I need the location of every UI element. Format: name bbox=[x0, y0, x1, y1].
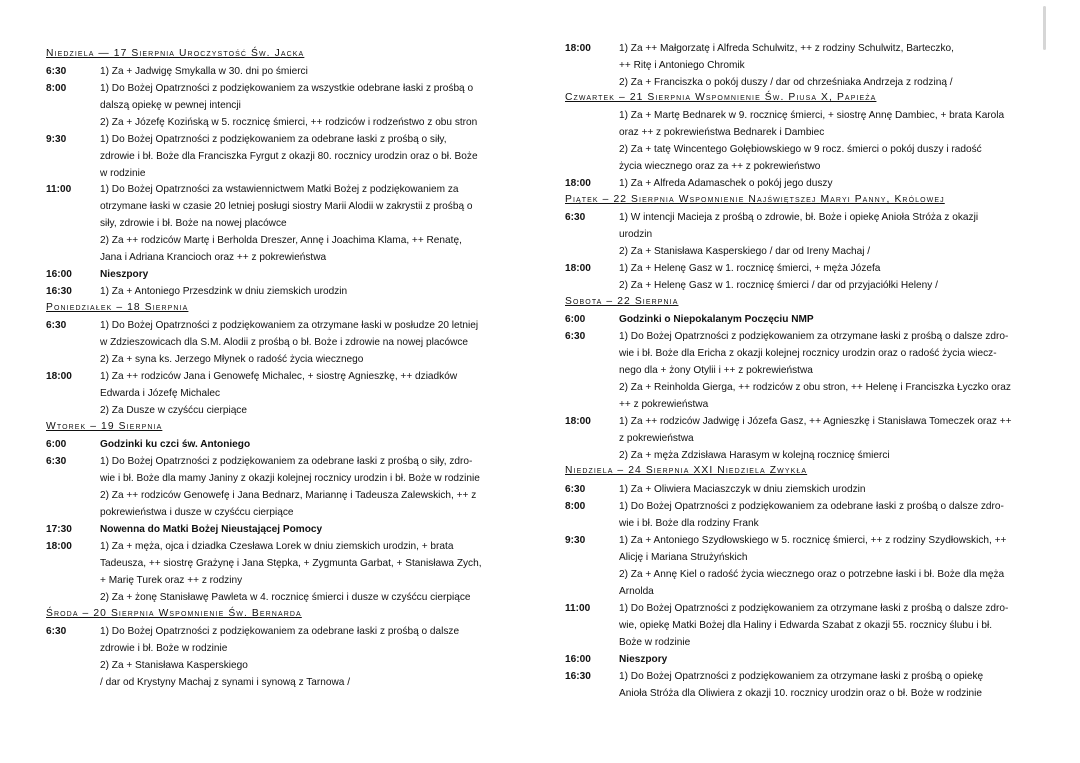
mass-time: 6:30 bbox=[46, 320, 67, 331]
intention-line: wie, opiekę Matki Bożej dla Haliny i Edwarda Szabat z okazji 55. rocznicy ślubu i bł. bbox=[619, 620, 993, 631]
day-heading: Sobota – 22 Sierpnia bbox=[565, 296, 679, 307]
mass-time: 9:30 bbox=[565, 535, 586, 546]
mass-time: 18:00 bbox=[565, 263, 591, 274]
intention-line: 1) Za + Helenę Gasz w 1. rocznicę śmierci, + męża Józefa bbox=[619, 263, 881, 274]
intention-line: dalszą opiekę w pewnej intencji bbox=[100, 100, 241, 111]
mass-time: 18:00 bbox=[46, 371, 72, 382]
intention-line: Nieszpory bbox=[100, 269, 149, 280]
intention-line: Tadeusza, ++ siostrę Grażynę i Jana Stępka, + Zygmunta Garbat, + Stanisława Zych, bbox=[100, 558, 482, 569]
intention-line: urodzin bbox=[619, 229, 653, 240]
intention-line: / dar od Krystyny Machaj z synami i synową z Tarnowa / bbox=[100, 677, 351, 688]
mass-time: 6:30 bbox=[46, 456, 67, 467]
intention-line: 1) Do Bożej Opatrzności z podziękowaniem za otrzymane łaski z prośbą o dalsze zdro- bbox=[619, 603, 1009, 614]
intention-line: Jana i Adriana Krancioch oraz ++ z pokrewieństwa bbox=[100, 252, 327, 263]
intention-line: otrzymane łaski w czasie 20 letniej posługi siostry Marii Alodii w zakrystii z prośbą o bbox=[100, 201, 473, 212]
day-heading: Czwartek – 21 Sierpnia Wspomnienie Św. Piusa X, Papieża bbox=[565, 92, 877, 103]
intention-line: 2) Za + męża Zdzisława Harasym w kolejną rocznicę śmierci bbox=[619, 450, 890, 461]
intention-line: 1) Za ++ rodziców Jadwigę i Józefa Gasz, ++ Agnieszkę i Stanisława Tomeczek oraz ++ bbox=[619, 416, 1012, 427]
day-heading: Niedziela — 17 Sierpnia Uroczystość Św. Jacka bbox=[46, 48, 305, 59]
intention-line: 1) Za + Martę Bednarek w 9. rocznicę śmierci, + siostrę Annę Dambiec, + brata Karola bbox=[619, 110, 1005, 121]
intention-line: 1) Za ++ rodziców Jana i Genowefę Michalec, + siostrę Agnieszkę, ++ dziadków bbox=[100, 371, 458, 382]
intention-line: 2) Za + Reinholda Gierga, ++ rodziców z obu stron, ++ Helenę i Franciszka Łyczko oraz bbox=[619, 382, 1011, 393]
intention-line: 2) Za + Franciszka o pokój duszy / dar od chrześniaka Andrzeja z rodziną / bbox=[619, 77, 953, 88]
intention-line: 1) Do Bożej Opatrzności z podziękowaniem za odebrane łaski z prośbą o dalsze zdro- bbox=[619, 501, 1004, 512]
intention-line: 2) Za + Stanisława Kasperskiego / dar od Ireny Machaj / bbox=[619, 246, 871, 257]
intention-line: życia wiecznego oraz za ++ z pokrewieństwo bbox=[619, 161, 821, 172]
intention-line: wie i bł. Boże dla Ericha z okazji kolejnej rocznicy urodzin oraz o radość życia wiecz- bbox=[619, 348, 997, 359]
mass-time: 6:00 bbox=[565, 314, 586, 325]
intention-line: 2) Za + Annę Kiel o radość życia wiecznego oraz o potrzebne łaski i bł. Boże dla męża bbox=[619, 569, 1005, 580]
intention-line: Godzinki ku czci św. Antoniego bbox=[100, 439, 251, 450]
intention-line: ++ z pokrewieństwa bbox=[619, 399, 709, 410]
intention-line: 1) Za + Alfreda Adamaschek o pokój jego duszy bbox=[619, 178, 833, 189]
mass-time: 9:30 bbox=[46, 134, 67, 145]
intention-line: 2) Za + Stanisława Kasperskiego bbox=[100, 660, 248, 671]
intention-line: zdrowie i bł. Boże w rodzinie bbox=[100, 643, 228, 654]
intention-line: 1) Za + Jadwigę Smykalla w 30. dni po śmierci bbox=[100, 66, 308, 77]
mass-time: 11:00 bbox=[46, 184, 72, 195]
intention-line: 1) Do Bożej Opatrzności za wstawiennictwem Matki Bożej z podziękowaniem za bbox=[100, 184, 459, 195]
intention-line: z pokrewieństwa bbox=[619, 433, 694, 444]
mass-time: 18:00 bbox=[565, 178, 591, 189]
mass-time: 16:00 bbox=[46, 269, 72, 280]
intention-line: 1) Za + Antoniego Szydłowskiego w 5. rocznicę śmierci, ++ z rodziny Szydłowskich, ++ bbox=[619, 535, 1007, 546]
intention-line: 2) Za + Józefę Kozińską w 5. rocznicę śmierci, ++ rodziców i rodzeństwo z obu stron bbox=[100, 117, 478, 128]
intention-line: nego dla + żony Otylii i ++ z pokrewieństwa bbox=[619, 365, 813, 376]
intention-line: 1) W intencji Macieja z prośbą o zdrowie, bł. Boże i opiekę Anioła Stróża z okazji bbox=[619, 212, 979, 223]
mass-time: 8:00 bbox=[46, 83, 67, 94]
intention-line: Anioła Stróża dla Oliwiera z okazji 10. rocznicy urodzin oraz o bł. Boże w rodzinie bbox=[619, 688, 982, 699]
mass-time: 6:30 bbox=[565, 484, 586, 495]
mass-time: 6:30 bbox=[565, 212, 586, 223]
intention-line: 1) Za ++ Małgorzatę i Alfreda Schulwitz, ++ z rodziny Schulwitz, Barteczko, bbox=[619, 43, 954, 54]
intention-line: wie i bł. Boże dla mamy Janiny z okazji kolejnej rocznicy urodzin i bł. Boże w rodzinie bbox=[100, 473, 480, 484]
intention-line: ++ Ritę i Antoniego Chromik bbox=[619, 60, 745, 71]
intention-line: 2) Za ++ rodziców Genowefę i Jana Bednarz, Mariannę i Tadeusza Zalewskich, ++ z bbox=[100, 490, 477, 501]
mass-time: 6:30 bbox=[46, 626, 67, 637]
intention-line: 2) Za + tatę Wincentego Gołębiowskiego w 9 rocz. śmierci o pokój duszy i radość bbox=[619, 144, 982, 155]
intention-line: 1) Do Bożej Opatrzności z podziękowaniem za odebrane łaski z prośbą o siły, zdro- bbox=[100, 456, 473, 467]
intention-line: pokrewieństwa i dusze w czyśćcu cierpiące bbox=[100, 507, 294, 518]
mass-time: 18:00 bbox=[46, 541, 72, 552]
day-heading: Piątek – 22 Sierpnia Wspomnienie Najświętszej Maryi Panny, Królowej bbox=[565, 194, 945, 205]
intention-line: 1) Do Bożej Opatrzności z podziękowaniem za odebrane łaski z prośbą o siły, bbox=[100, 134, 447, 145]
mass-time: 17:30 bbox=[46, 524, 72, 535]
mass-time: 11:00 bbox=[565, 603, 591, 614]
intention-line: 1) Za + Oliwiera Maciaszczyk w dniu ziemskich urodzin bbox=[619, 484, 866, 495]
mass-time: 6:30 bbox=[46, 66, 67, 77]
intention-line: Nowenna do Matki Bożej Nieustającej Pomocy bbox=[100, 524, 323, 535]
intention-line: 1) Do Bożej Opatrzności z podziękowaniem za odebrane łaski z prośbą o dalsze bbox=[100, 626, 460, 637]
day-heading: Wtorek – 19 Sierpnia bbox=[46, 421, 163, 432]
mass-time: 16:30 bbox=[565, 671, 591, 682]
intention-line: 1) Do Bożej Opatrzności z podziękowaniem za otrzymane łaski z prośbą o dalsze zdro- bbox=[619, 331, 1009, 342]
mass-time: 18:00 bbox=[565, 416, 591, 427]
mass-time: 16:30 bbox=[46, 286, 72, 297]
intention-line: oraz ++ z pokrewieństwa Bednarek i Dambiec bbox=[619, 127, 825, 138]
intention-line: 1) Do Bożej Opatrzności z podziękowaniem za otrzymane łaski w posłudze 20 letniej bbox=[100, 320, 479, 331]
intention-line: + Marię Turek oraz ++ z rodziny bbox=[100, 575, 243, 586]
intention-line: Edwarda i Józefę Michalec bbox=[100, 388, 221, 399]
intention-line: 2) Za ++ rodziców Martę i Berholda Dreszer, Annę i Joachima Klama, ++ Renatę, bbox=[100, 235, 462, 246]
mass-time: 16:00 bbox=[565, 654, 591, 665]
intention-line: 1) Za + męża, ojca i dziadka Czesława Lorek w dniu ziemskich urodzin, + brata bbox=[100, 541, 454, 552]
intention-line: w rodzinie bbox=[100, 168, 146, 179]
mass-time: 6:30 bbox=[565, 331, 586, 342]
day-heading: Poniedziałek – 18 Sierpnia bbox=[46, 302, 189, 313]
intention-line: 1) Do Bożej Opatrzności z podziękowaniem za wszystkie odebrane łaski z prośbą o bbox=[100, 83, 474, 94]
intention-line: 2) Za + Helenę Gasz w 1. rocznicę śmierci / dar od przyjaciółki Heleny / bbox=[619, 280, 938, 291]
intention-line: zdrowie i bł. Boże dla Franciszka Fyrgut z okazji 80. rocznicy urodzin oraz o bł. Boże bbox=[100, 151, 478, 162]
intention-line: wie i bł. Boże dla rodziny Frank bbox=[619, 518, 759, 529]
mass-time: 8:00 bbox=[565, 501, 586, 512]
intention-line: siły, zdrowie i bł. Boże na nowej placówce bbox=[100, 218, 287, 229]
intention-line: 1) Za + Antoniego Przesdzink w dniu ziemskich urodzin bbox=[100, 286, 348, 297]
intention-line: Boże w rodzinie bbox=[619, 637, 691, 648]
intention-line: 2) Za + żonę Stanisławę Pawleta w 4. rocznicę śmierci i dusze w czyśćcu cierpiące bbox=[100, 592, 471, 603]
day-heading: Środa – 20 Sierpnia Wspomnienie Św. Bernarda bbox=[46, 608, 302, 619]
intention-line: 2) Za Dusze w czyśćcu cierpiące bbox=[100, 405, 247, 416]
intention-line: Godzinki o Niepokalanym Poczęciu NMP bbox=[619, 314, 814, 325]
intention-line: 2) Za + syna ks. Jerzego Młynek o radość życia wiecznego bbox=[100, 354, 364, 365]
intention-line: Nieszpory bbox=[619, 654, 668, 665]
mass-time: 18:00 bbox=[565, 43, 591, 54]
mass-time: 6:00 bbox=[46, 439, 67, 450]
intention-line: Alicję i Mariana Strużyńskich bbox=[619, 552, 748, 563]
scrollbar[interactable] bbox=[1043, 6, 1046, 50]
intention-line: Arnolda bbox=[619, 586, 654, 597]
intention-line: w Zdzieszowicach dla S.M. Alodii z prośbą o bł. Boże i zdrowie na nowej placówce bbox=[100, 337, 469, 348]
intention-line: 1) Do Bożej Opatrzności z podziękowaniem za otrzymane łaski z prośbą o opiekę bbox=[619, 671, 984, 682]
day-heading: Niedziela – 24 Sierpnia XXI Niedziela Zwykła bbox=[565, 465, 808, 476]
